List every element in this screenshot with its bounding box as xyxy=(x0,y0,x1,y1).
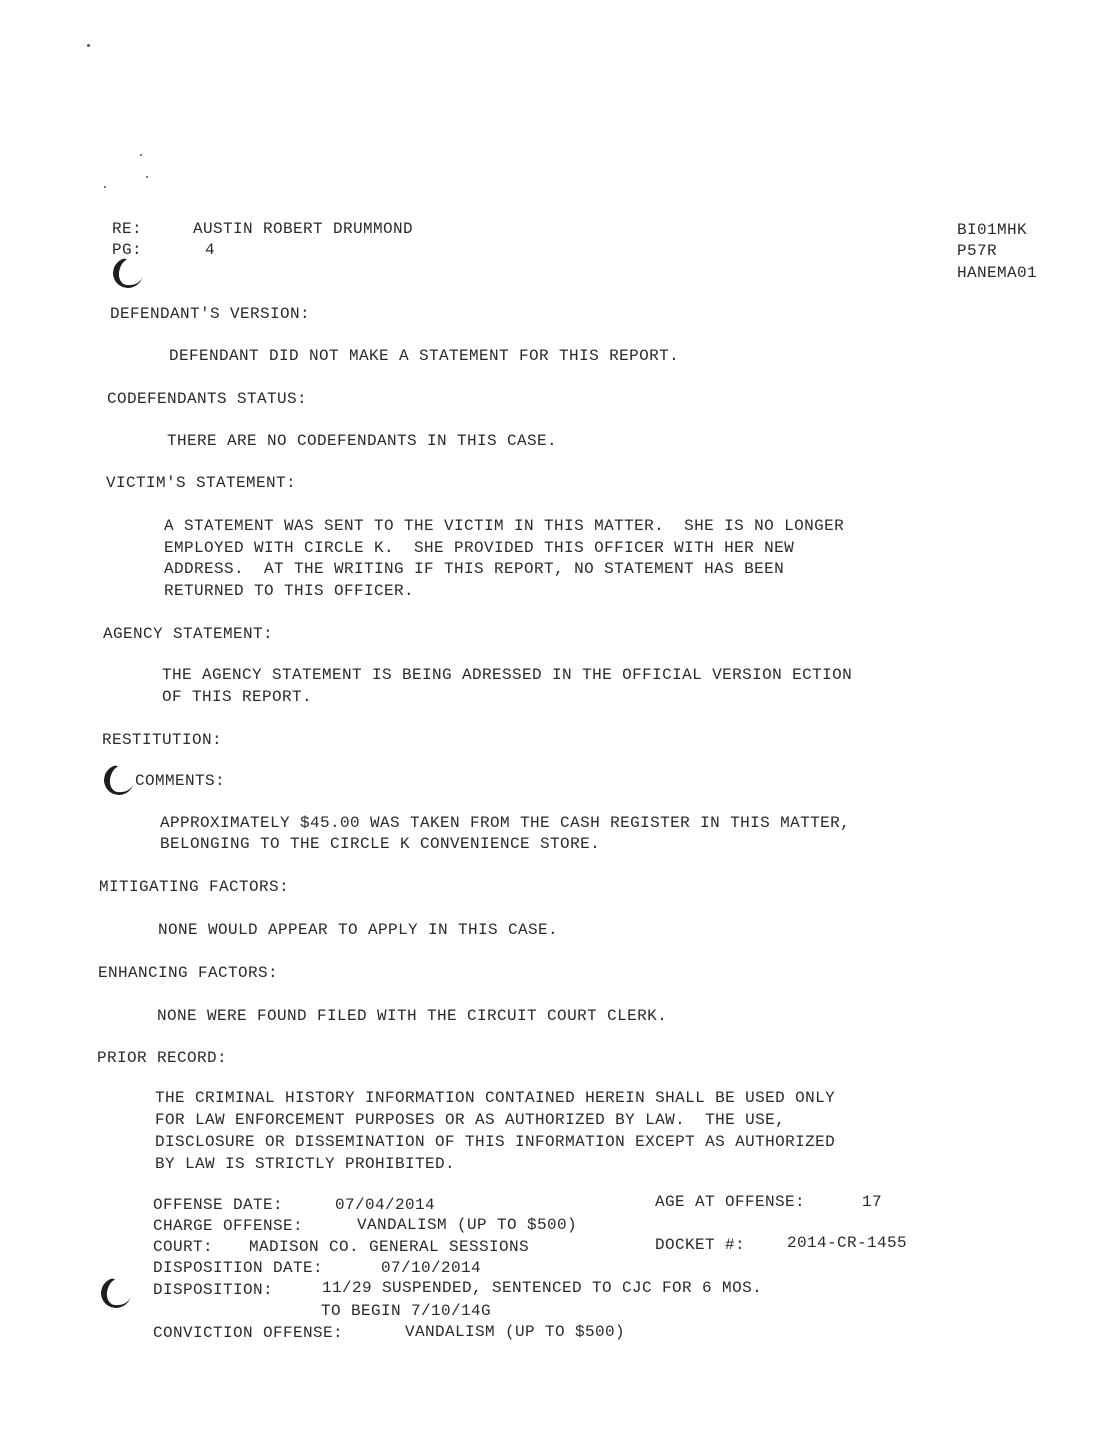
section-body-line: OF THIS REPORT. xyxy=(162,688,313,706)
punch-hole-mark xyxy=(102,763,137,798)
section-heading: AGENCY STATEMENT: xyxy=(103,625,274,643)
docket-label: DOCKET #: xyxy=(655,1236,746,1254)
conviction-offense-label: CONVICTION OFFENSE: xyxy=(153,1324,344,1342)
section-body-line: FOR LAW ENFORCEMENT PURPOSES OR AS AUTHORIZED BY LAW. THE USE, xyxy=(155,1111,786,1129)
disposition-continuation: TO BEGIN 7/10/14G xyxy=(321,1302,492,1320)
section-heading: VICTIM'S STATEMENT: xyxy=(106,474,297,492)
disposition-value: 11/29 SUSPENDED, SENTENCED TO CJC FOR 6 MOS. xyxy=(322,1279,763,1297)
conviction-offense-value: VANDALISM (UP TO $500) xyxy=(405,1323,626,1341)
punch-hole-mark xyxy=(99,1276,134,1311)
section-heading: RESTITUTION: xyxy=(102,731,223,749)
section-heading: ENHANCING FACTORS: xyxy=(98,964,279,982)
section-body-line: APPROXIMATELY $45.00 WAS TAKEN FROM THE CASH REGISTER IN THIS MATTER, xyxy=(160,814,851,832)
section-body-line: DISCLOSURE OR DISSEMINATION OF THIS INFORMATION EXCEPT AS AUTHORIZED xyxy=(155,1133,836,1151)
pg-label: PG: xyxy=(112,241,143,259)
header-code: HANEMA01 xyxy=(957,264,1038,282)
docket-value: 2014-CR-1455 xyxy=(787,1234,908,1252)
section-body-line: EMPLOYED WITH CIRCLE K. SHE PROVIDED THIS OFFICER WITH HER NEW xyxy=(164,539,795,557)
header-code: BI01MHK xyxy=(957,221,1028,239)
section-body-line: A STATEMENT WAS SENT TO THE VICTIM IN THIS MATTER. SHE IS NO LONGER xyxy=(164,517,845,535)
age-at-offense-value: 17 xyxy=(862,1193,883,1211)
section-heading: PRIOR RECORD: xyxy=(97,1049,228,1067)
court-label: COURT: xyxy=(153,1238,214,1256)
section-heading: DEFENDANT'S VERSION: xyxy=(110,305,311,323)
section-heading: MITIGATING FACTORS: xyxy=(99,878,290,896)
defendant-name: AUSTIN ROBERT DRUMMOND xyxy=(193,220,414,238)
re-label: RE: xyxy=(112,220,143,238)
scan-speck xyxy=(104,186,106,188)
court-value: MADISON CO. GENERAL SESSIONS xyxy=(249,1238,530,1256)
section-body-line: BELONGING TO THE CIRCLE K CONVENIENCE STORE. xyxy=(160,835,601,853)
header-code: P57R xyxy=(957,242,998,260)
section-body-line: BY LAW IS STRICTLY PROHIBITED. xyxy=(155,1155,456,1173)
section-body: NONE WOULD APPEAR TO APPLY IN THIS CASE. xyxy=(158,921,559,939)
disposition-label: DISPOSITION: xyxy=(153,1281,274,1299)
offense-date-value: 07/04/2014 xyxy=(335,1196,436,1214)
charge-offense-value: VANDALISM (UP TO $500) xyxy=(357,1216,578,1234)
scan-speck xyxy=(87,44,90,47)
section-heading: COMMENTS: xyxy=(135,772,226,790)
age-at-offense-label: AGE AT OFFENSE: xyxy=(655,1193,806,1211)
section-body-line: ADDRESS. AT THE WRITING IF THIS REPORT, NO STATEMENT HAS BEEN xyxy=(164,560,785,578)
charge-offense-label: CHARGE OFFENSE: xyxy=(153,1217,304,1235)
scan-speck xyxy=(140,154,142,156)
section-body: THERE ARE NO CODEFENDANTS IN THIS CASE. xyxy=(167,432,558,450)
offense-date-label: OFFENSE DATE: xyxy=(153,1196,284,1214)
page-number: 4 xyxy=(205,241,216,259)
scan-speck xyxy=(146,176,148,178)
section-body: DEFENDANT DID NOT MAKE A STATEMENT FOR THIS REPORT. xyxy=(169,347,680,365)
section-body-line: THE AGENCY STATEMENT IS BEING ADRESSED IN THE OFFICIAL VERSION ECTION xyxy=(162,666,853,684)
section-body-line: RETURNED TO THIS OFFICER. xyxy=(164,582,415,600)
disposition-date-label: DISPOSITION DATE: xyxy=(153,1259,324,1277)
section-body-line: THE CRIMINAL HISTORY INFORMATION CONTAINED HEREIN SHALL BE USED ONLY xyxy=(155,1089,836,1107)
disposition-date-value: 07/10/2014 xyxy=(381,1259,482,1277)
section-heading: CODEFENDANTS STATUS: xyxy=(107,390,308,408)
section-body: NONE WERE FOUND FILED WITH THE CIRCUIT COURT CLERK. xyxy=(157,1007,668,1025)
